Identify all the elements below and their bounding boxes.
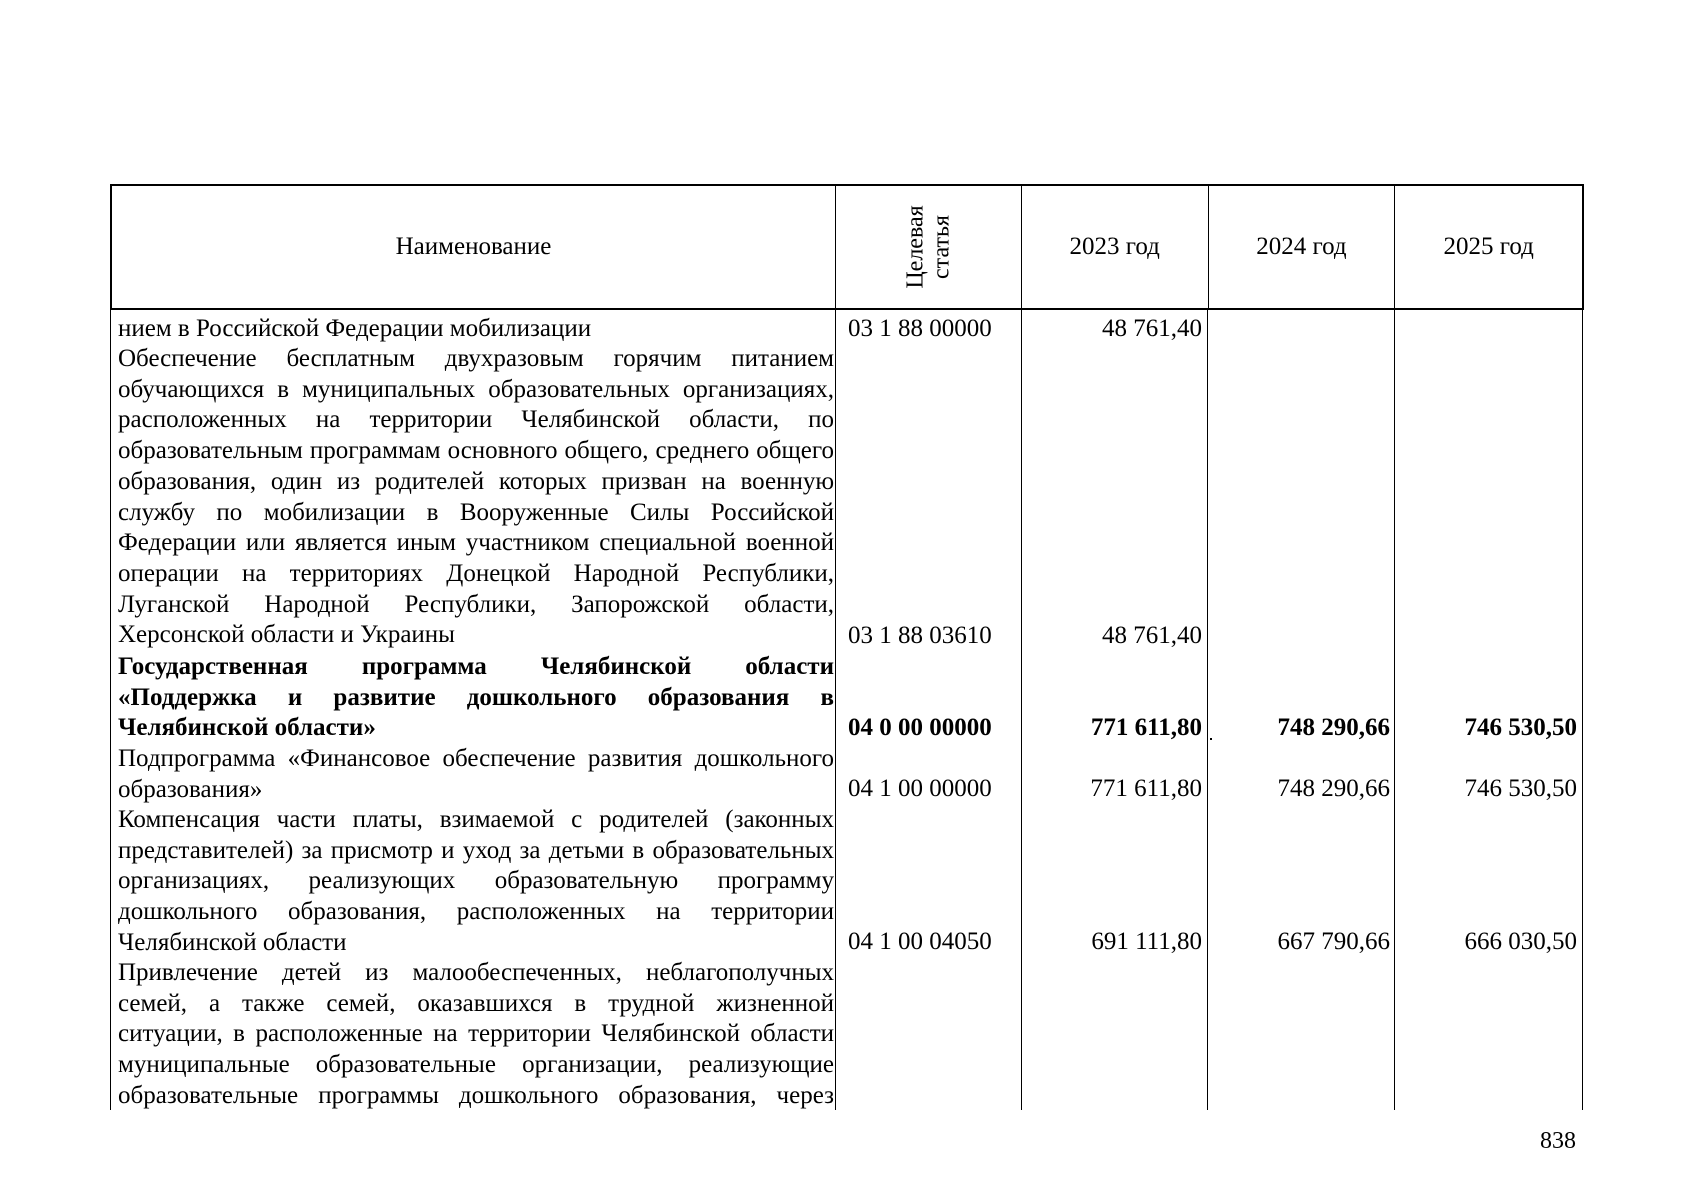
column-divider [1207,310,1208,1110]
column-divider [835,310,836,1110]
column-divider [1394,310,1395,1110]
row-value-2024: 748 290,66 [1277,714,1390,741]
row-name: Подпрограмма «Финансовое обеспечение развития дошкольного образования» [118,745,834,803]
column-divider [1021,310,1022,1110]
budget-table [110,184,1586,1109]
table-header [110,184,1584,310]
header-name: Наименование [112,186,836,308]
header-year-2025: 2025 год [1443,233,1534,260]
row-name: Обеспечение бесплатным двухразовым горячим питанием обучающихся в муниципальных образовательных организациях, расположенных на территории Челябинской области, по образовательным программам основного общего, среднего общего образования, один из родителей которых призван на военную службу по мобилизации в Вооруженные Силы Российской Федерации или является иным участником специальной военной операции на территориях Донецкой Народной Республики, Луганской Народной Республики, Запорожской области, Херсонской области и Украины [118,345,834,649]
scan-speck [1210,738,1212,740]
row-article: 04 0 00 00000 [848,714,992,741]
row-name: нием в Российской Федерации мобилизации [118,315,592,342]
row-article: 03 1 88 00000 [848,315,992,342]
row-article: 03 1 88 03610 [848,622,992,649]
column-divider [110,310,111,1110]
row-value-2023: 771 611,80 [1090,775,1202,802]
row-name: Государственная программа Челябинской области «Поддержка и развитие дошкольного образования в Челябинской области» [118,653,834,742]
page-number: 838 [1540,1128,1576,1154]
header-year-2024: 2024 год [1209,186,1396,308]
row-value-2023: 691 111,80 [1091,928,1202,955]
row-value-2024: 748 290,66 [1277,775,1390,802]
row-article: 04 1 00 04050 [848,928,992,955]
header-article-label: Целевая статья [902,205,955,289]
row-value-2023: 771 611,80 [1090,714,1202,741]
row-name: Привлечение детей из малообеспеченных, неблагополучных семей, а также семей, оказавшихся в трудной жизненной ситуации, в расположенные на территории Челябинской области муниципальные образовательные организации, реализующие образовательные программы дошкольного образования, через [118,959,834,1109]
row-value-2025: 666 030,50 [1464,928,1577,955]
table-body [110,310,1584,1110]
row-value-2023: 48 761,40 [1102,622,1202,649]
row-value-2025: 746 530,50 [1464,714,1577,741]
header-article [836,186,1022,308]
row-value-2025: 746 530,50 [1464,775,1577,802]
header-year-2023: 2023 год [1022,186,1209,308]
row-value-2023: 48 761,40 [1102,315,1202,342]
row-name: Компенсация части платы, взимаемой с родителей (законных представителей) за присмотр и уход за детьми в образовательных организациях, реализующих образовательную программу дошкольного образования, расположенных на территории Челябинской области [118,806,834,956]
row-value-2024: 667 790,66 [1277,928,1390,955]
column-divider [1582,310,1583,1110]
row-article: 04 1 00 00000 [848,775,992,802]
